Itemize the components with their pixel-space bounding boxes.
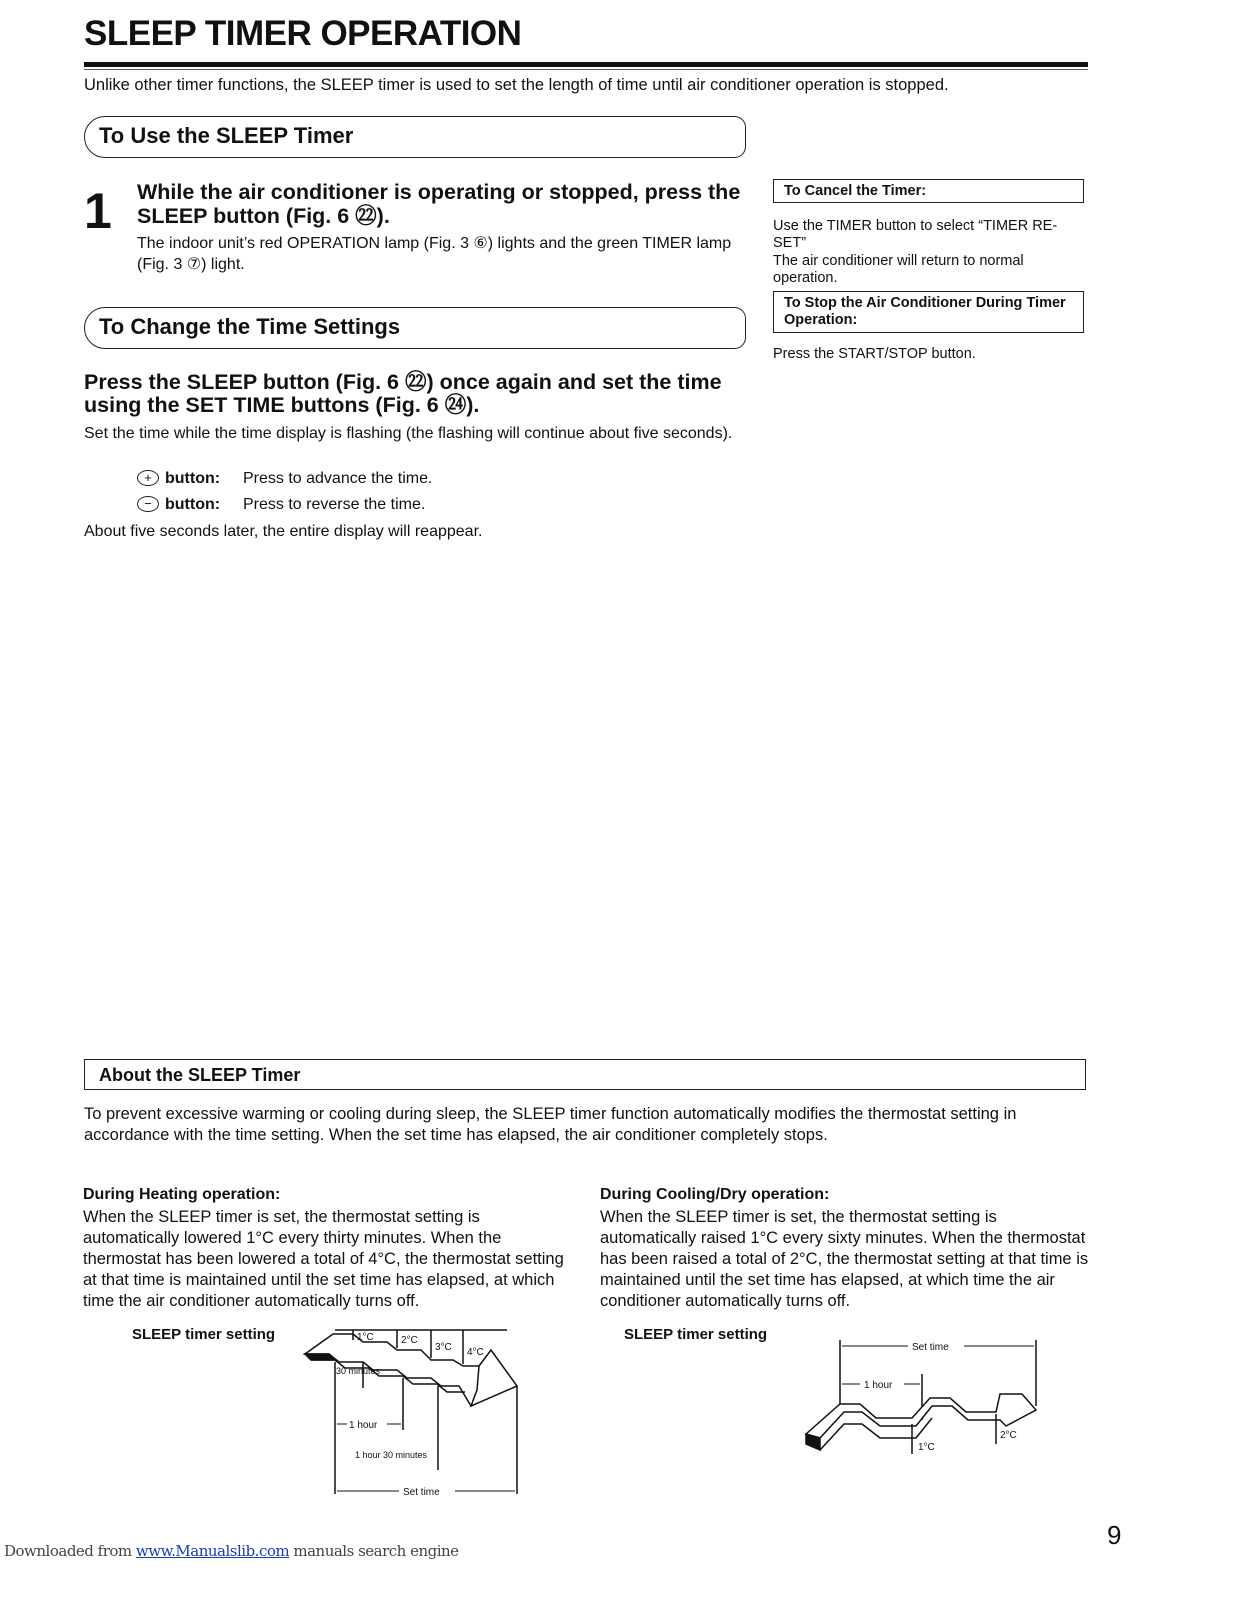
use-section-heading: To Use the SLEEP Timer xyxy=(99,123,354,148)
minus-desc: Press to reverse the time. xyxy=(243,496,426,513)
cooling-step-1c: 1°C xyxy=(918,1442,935,1453)
heating-step-4c: 4°C xyxy=(467,1347,484,1358)
footer-suffix: manuals search engine xyxy=(289,1542,459,1560)
change-section-heading: To Change the Time Settings xyxy=(99,314,401,339)
change-section-header xyxy=(84,307,746,349)
minus-icon: − xyxy=(137,496,159,512)
use-section-header xyxy=(84,116,746,158)
cooling-text: When the SLEEP timer is set, the thermostat setting is automatically raised 1°C every sixty minutes. When the thermostat has been raised a total of 2°C, the thermostat setting at that time is maintained until the set time has elapsed, at which time the air conditioner automatically turns off. xyxy=(600,1208,1089,1310)
cancel-line2: The air conditioner will return to normal operation. xyxy=(773,253,1024,286)
plus-label: button: xyxy=(165,470,221,487)
plus-icon: + xyxy=(137,470,159,486)
page-number: 9 xyxy=(1107,1520,1122,1550)
stop-text: Press the START/STOP button. xyxy=(773,346,976,362)
about-text: To prevent excessive warming or cooling during sleep, the SLEEP timer function automatically modifies the thermostat setting in accordance with the time setting. When the set time has elapsed, the air conditioner completely stops. xyxy=(84,1105,1017,1144)
footer-link[interactable]: www.Manualslib.com xyxy=(135,1542,290,1560)
heating-diagram-label: SLEEP timer setting xyxy=(132,1326,276,1343)
minus-button-row xyxy=(137,496,425,514)
heating-1hour-label: 1 hour xyxy=(349,1420,378,1431)
cooling-settime-label: Set time xyxy=(912,1342,949,1353)
plus-button-row xyxy=(137,470,432,488)
about-header xyxy=(84,1059,1086,1090)
cooling-1hour-label: 1 hour xyxy=(864,1380,893,1391)
heating-diagram xyxy=(295,1322,535,1502)
step-body: The indoor unit’s red OPERATION lamp (Fig. 3 ⑥) lights and the green TIMER lamp (Fig. 3 ⑦) light. xyxy=(137,235,732,273)
heating-30min-label: 30 minutes xyxy=(336,1366,381,1376)
cooling-heading: During Cooling/Dry operation: xyxy=(600,1186,830,1203)
footer-prefix: Downloaded from xyxy=(4,1542,136,1560)
heating-heading: During Heating operation: xyxy=(83,1186,281,1203)
after-text: About five seconds later, the entire display will reappear. xyxy=(84,523,483,540)
heating-step-1c: 1°C xyxy=(357,1332,374,1343)
step-number: 1 xyxy=(84,183,112,239)
heating-settime-label: Set time xyxy=(403,1487,440,1498)
plus-desc: Press to advance the time. xyxy=(243,470,433,487)
title-rule-thin xyxy=(84,69,1088,70)
step-heading: While the air conditioner is operating or stopped, press the SLEEP button (Fig. 6 ㉒). xyxy=(137,180,741,228)
heating-step-2c: 2°C xyxy=(401,1335,418,1346)
heating-1h30-label: 1 hour 30 minutes xyxy=(355,1450,428,1460)
cancel-line1: Use the TIMER button to select “TIMER RE-SET” xyxy=(773,218,1058,251)
intro-text: Unlike other timer functions, the SLEEP timer is used to set the length of time until air conditioner operation is stopped. xyxy=(84,76,949,94)
heating-step-3c: 3°C xyxy=(435,1342,452,1353)
cancel-heading: To Cancel the Timer: xyxy=(773,179,1084,203)
stop-heading: To Stop the Air Conditioner During Timer Operation: xyxy=(773,291,1084,333)
title-rule xyxy=(84,62,1088,67)
cooling-diagram xyxy=(800,1334,1045,1464)
footer xyxy=(4,1542,459,1560)
heating-text: When the SLEEP timer is set, the thermostat setting is automatically lowered 1°C every thirty minutes. When the thermostat has been lowered a total of 4°C, the thermostat setting at that time is maintained until the set time has elapsed, at which time the air conditioner automatically turns off. xyxy=(83,1208,564,1310)
cooling-diagram-label: SLEEP timer setting xyxy=(624,1326,768,1343)
page-title: SLEEP TIMER OPERATION xyxy=(84,14,522,53)
minus-label: button: xyxy=(165,496,221,513)
cooling-step-2c: 2°C xyxy=(1000,1430,1017,1441)
change-body: Set the time while the time display is flashing (the flashing will continue about five seconds). xyxy=(84,425,733,442)
change-instruction: Press the SLEEP button (Fig. 6 ㉒) once again and set the time using the SET TIME buttons (Fig. 6 ㉔). xyxy=(84,370,722,417)
about-heading: About the SLEEP Timer xyxy=(99,1065,301,1085)
